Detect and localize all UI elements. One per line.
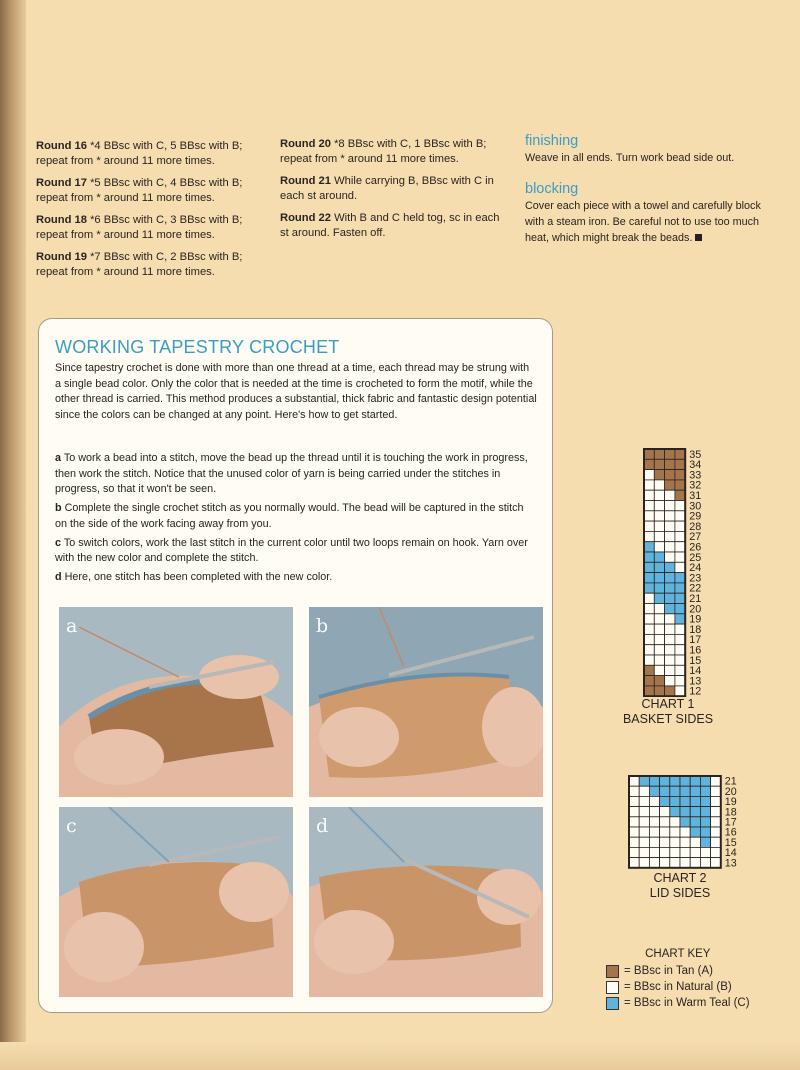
- chart-1-cell: [675, 676, 685, 686]
- chart-1-cell: [665, 521, 675, 531]
- chart-2-subtitle: LID SIDES: [649, 886, 711, 900]
- chart-1-cell: [665, 583, 675, 593]
- chart-2-cell: [670, 786, 680, 796]
- chart-2-cell: [670, 776, 680, 786]
- chart-2-cell: [680, 817, 690, 827]
- chart-1-cell: [644, 449, 654, 459]
- chart-1-grid: [643, 448, 710, 697]
- chart-1-cell: [665, 511, 675, 521]
- photo-c: [59, 807, 293, 997]
- photo-label: c: [66, 815, 77, 837]
- chart-2-row-label: 18: [724, 806, 737, 819]
- chart-2-cell: [690, 817, 700, 827]
- chart-2-row-label: 13: [724, 857, 737, 869]
- chart-2-row-label: 17: [724, 816, 737, 829]
- chart-2-cell: [649, 776, 659, 786]
- chart-2-row-label: 16: [724, 826, 737, 839]
- chart-1-cell: [654, 470, 664, 480]
- round-label: Round 20: [280, 138, 331, 150]
- photo-b: [309, 607, 543, 797]
- chart-2-cell: [639, 786, 649, 796]
- chart-1-cell: [644, 511, 654, 521]
- chart-2-cell: [711, 847, 721, 857]
- page-edge: [0, 1042, 800, 1070]
- chart-2-row-label: 19: [724, 796, 737, 809]
- key-label: = BBsc in Warm Teal (C): [624, 997, 750, 1009]
- chart-2-grid: [628, 775, 746, 869]
- chart-key-title: CHART KEY: [645, 948, 711, 960]
- chart-2-cell: [711, 786, 721, 796]
- chart-1-cell: [675, 501, 685, 511]
- chart-key: [606, 948, 750, 1011]
- chart-2-cell: [680, 847, 690, 857]
- chart-2-lid-sides: [628, 775, 746, 869]
- tan-swatch-icon: [606, 965, 619, 978]
- chart-1-cell: [675, 470, 685, 480]
- chart-2-cell: [639, 837, 649, 847]
- chart-1-row-label: 28: [689, 520, 702, 533]
- chart-2-cell: [690, 827, 700, 837]
- chart-1-cell: [644, 459, 654, 469]
- chart-1-cell: [675, 573, 685, 583]
- chart-1-row-label: 33: [689, 469, 702, 482]
- chart-2-cell: [660, 817, 670, 827]
- chart-1-row-label: 32: [689, 479, 702, 492]
- key-item-tan: [606, 963, 750, 979]
- chart-2-cell: [639, 827, 649, 837]
- chart-2-cell: [649, 837, 659, 847]
- chart-2-cell: [711, 776, 721, 786]
- chart-2-cell: [670, 847, 680, 857]
- chart-1-basket-sides: [643, 448, 710, 697]
- chart-2-cell: [670, 796, 680, 806]
- chart-1-cell: [644, 531, 654, 541]
- chart-2-cell: [711, 858, 721, 868]
- chart-1-cell: [654, 542, 664, 552]
- chart-2-cell: [639, 847, 649, 857]
- chart-1-cell: [654, 511, 664, 521]
- photo-label: a: [66, 615, 78, 637]
- chart-1-cell: [665, 459, 675, 469]
- chart-1-cell: [644, 634, 654, 644]
- crochet-photo-illustration: [309, 807, 543, 997]
- chart-2-cell: [711, 837, 721, 847]
- round-16: [36, 139, 261, 169]
- chart-1-cell: [675, 449, 685, 459]
- chart-1-cell: [665, 490, 675, 500]
- chart-1-row-label: 27: [689, 531, 702, 544]
- chart-1-cell: [654, 614, 664, 624]
- chart-2-cell: [690, 837, 700, 847]
- chart-2-cell: [639, 796, 649, 806]
- chart-1-cell: [644, 655, 654, 665]
- chart-1-cell: [675, 480, 685, 490]
- crochet-photo-illustration: [309, 607, 543, 797]
- chart-1-row-label: 18: [689, 623, 702, 636]
- chart-1-cell: [665, 634, 675, 644]
- chart-2-cell: [711, 817, 721, 827]
- round-20: [280, 137, 505, 167]
- chart-1-row-label: 30: [689, 500, 702, 513]
- chart-1-cell: [644, 624, 654, 634]
- chart-1-cell: [644, 542, 654, 552]
- chart-2-cell: [700, 776, 710, 786]
- chart-1-cell: [644, 676, 654, 686]
- chart-2-cell: [700, 827, 710, 837]
- chart-2-cell: [680, 837, 690, 847]
- chart-1-cell: [675, 645, 685, 655]
- chart-1-cell: [644, 552, 654, 562]
- round-text: *4 BBsc with C, 5 BBsc with B; repeat from * around 11 more times.: [36, 140, 243, 167]
- chart-2-row-label: 14: [724, 847, 737, 860]
- chart-1-cell: [644, 604, 654, 614]
- chart-1-cell: [654, 480, 664, 490]
- chart-1-cell: [644, 614, 654, 624]
- chart-1-row-label: 14: [689, 665, 702, 678]
- chart-1-row-label: 35: [689, 448, 702, 461]
- chart-2-cell: [700, 807, 710, 817]
- chart-1-cell: [644, 593, 654, 603]
- chart-1-cell: [654, 490, 664, 500]
- chart-1-cell: [665, 604, 675, 614]
- chart-1-cell: [675, 459, 685, 469]
- key-label: = BBsc in Tan (A): [624, 965, 713, 977]
- chart-1-cell: [675, 562, 685, 572]
- chart-2-cell: [670, 858, 680, 868]
- step-letter: a: [55, 452, 62, 464]
- blocking-text: Cover each piece with a towel and carefully block with a steam iron. Be careful not to use too much heat, which might break the beads.: [525, 200, 761, 244]
- chart-1-cell: [665, 480, 675, 490]
- chart-2-cell: [639, 858, 649, 868]
- end-mark-icon: [695, 234, 702, 241]
- chart-1-cell: [644, 490, 654, 500]
- chart-2-cell: [711, 796, 721, 806]
- key-label: = BBsc in Natural (B): [624, 981, 732, 993]
- round-label: Round 16: [36, 140, 87, 152]
- chart-1-cell: [654, 676, 664, 686]
- chart-2-cell: [670, 827, 680, 837]
- chart-1-cell: [654, 686, 664, 696]
- chart-2-cell: [639, 776, 649, 786]
- chart-1-cell: [654, 531, 664, 541]
- round-label: Round 21: [280, 175, 331, 187]
- chart-1-cell: [654, 665, 664, 675]
- crochet-photo-illustration: [59, 607, 293, 797]
- chart-2-cell: [649, 858, 659, 868]
- chart-2-cell: [649, 847, 659, 857]
- step-c: [55, 536, 537, 567]
- round-text: With B and C held tog, sc in each st around. Fasten off.: [280, 212, 500, 239]
- chart-1-cell: [644, 501, 654, 511]
- chart-2-cell: [629, 827, 639, 837]
- round-text: While carrying B, BBsc with C in each st around.: [280, 175, 494, 202]
- chart-1-cell: [675, 531, 685, 541]
- chart-2-cell: [690, 796, 700, 806]
- round-18: [36, 213, 261, 243]
- chart-2-caption: [620, 871, 740, 901]
- chart-2-cell: [629, 807, 639, 817]
- chart-1-cell: [644, 583, 654, 593]
- chart-1-row-label: 15: [689, 654, 702, 667]
- chart-2-cell: [680, 827, 690, 837]
- round-label: Round 22: [280, 212, 331, 224]
- blocking-heading: blocking: [525, 181, 579, 197]
- step-text: To work a bead into a stitch, move the bead up the thread until it is touching the work in progress, then work the stitch. Notice that the unused color of yarn is being carried under the stitches in progress, so that it won't be seen.: [55, 452, 528, 495]
- chart-1-cell: [644, 665, 654, 675]
- round-text: *7 BBsc with C, 2 BBsc with B; repeat from * around 11 more times.: [36, 251, 243, 278]
- photo-label: d: [316, 815, 329, 837]
- chart-1-cell: [675, 521, 685, 531]
- chart-1-cell: [665, 676, 675, 686]
- chart-2-cell: [660, 796, 670, 806]
- chart-2-row-label: 20: [724, 785, 737, 798]
- crochet-photo-illustration: [59, 807, 293, 997]
- chart-1-cell: [675, 655, 685, 665]
- chart-2-cell: [690, 858, 700, 868]
- chart-2-cell: [670, 837, 680, 847]
- chart-1-cell: [654, 655, 664, 665]
- chart-2-cell: [711, 807, 721, 817]
- round-21: [280, 174, 505, 204]
- chart-2-cell: [690, 776, 700, 786]
- chart-1-caption: [608, 697, 728, 727]
- chart-1-cell: [665, 655, 675, 665]
- chart-2-cell: [660, 847, 670, 857]
- chart-1-cell: [675, 665, 685, 675]
- chart-2-cell: [700, 837, 710, 847]
- chart-2-cell: [680, 807, 690, 817]
- step-b: [55, 501, 537, 532]
- chart-1-row-label: 17: [689, 634, 702, 647]
- chart-2-cell: [660, 776, 670, 786]
- chart-2-cell: [629, 786, 639, 796]
- chart-2-cell: [629, 817, 639, 827]
- chart-2-cell: [639, 807, 649, 817]
- chart-2-cell: [670, 807, 680, 817]
- chart-1-cell: [644, 480, 654, 490]
- chart-1-cell: [665, 593, 675, 603]
- chart-1-row-label: 25: [689, 551, 702, 564]
- chart-1-cell: [644, 645, 654, 655]
- rounds-column-2: [280, 137, 505, 248]
- round-label: Round 19: [36, 251, 87, 263]
- round-label: Round 18: [36, 214, 87, 226]
- chart-2-cell: [629, 796, 639, 806]
- chart-1-cell: [654, 449, 664, 459]
- chart-1-cell: [675, 490, 685, 500]
- chart-1-row-label: 22: [689, 582, 702, 595]
- chart-1-cell: [654, 645, 664, 655]
- chart-1-row-label: 13: [689, 675, 702, 688]
- chart-2-cell: [629, 776, 639, 786]
- chart-1-cell: [654, 634, 664, 644]
- chart-2-cell: [649, 796, 659, 806]
- chart-1-cell: [665, 449, 675, 459]
- chart-2-cell: [629, 847, 639, 857]
- chart-1-cell: [654, 521, 664, 531]
- round-17: [36, 176, 261, 206]
- chart-1-cell: [665, 645, 675, 655]
- chart-1-cell: [654, 573, 664, 583]
- step-text: To switch colors, work the last stitch in the current color until two loops remain on hook. Yarn over with the new color and complete the stitch.: [55, 536, 528, 564]
- rounds-column-1: [36, 139, 261, 287]
- chart-1-cell: [644, 686, 654, 696]
- chart-2-cell: [690, 847, 700, 857]
- round-text: *5 BBsc with C, 4 BBsc with B; repeat from * around 11 more times.: [36, 177, 243, 204]
- chart-2-cell: [690, 807, 700, 817]
- chart-1-cell: [654, 593, 664, 603]
- step-letter: d: [55, 571, 62, 583]
- round-text: *8 BBsc with C, 1 BBsc with B; repeat from * around 11 more times.: [280, 138, 487, 165]
- chart-1-cell: [675, 614, 685, 624]
- chart-1-row-label: 26: [689, 541, 702, 554]
- chart-1-cell: [644, 573, 654, 583]
- chart-2-cell: [660, 786, 670, 796]
- chart-2-cell: [680, 796, 690, 806]
- chart-1-subtitle: BASKET SIDES: [622, 712, 714, 726]
- chart-2-cell: [711, 827, 721, 837]
- round-19: [36, 250, 261, 280]
- chart-1-row-label: 34: [689, 459, 702, 472]
- sidebar-title: WORKING TAPESTRY CROCHET: [55, 337, 340, 357]
- chart-2-cell: [629, 837, 639, 847]
- chart-2-title: CHART 2: [653, 871, 707, 885]
- photo-label: b: [316, 615, 329, 637]
- chart-2-cell: [660, 807, 670, 817]
- chart-1-cell: [665, 624, 675, 634]
- chart-1-cell: [644, 562, 654, 572]
- chart-1-cell: [665, 501, 675, 511]
- step-text: Complete the single crochet stitch as you normally would. The bead will be captured in the stitch on the side of the work facing away from you.: [55, 502, 524, 530]
- finishing-heading: finishing: [525, 133, 579, 149]
- chart-1-title: CHART 1: [641, 697, 695, 711]
- chart-2-cell: [700, 858, 710, 868]
- chart-1-row-label: 31: [689, 490, 702, 502]
- natural-swatch-icon: [606, 981, 619, 994]
- chart-1-row-label: 12: [689, 685, 702, 698]
- blocking-paragraph: [525, 198, 765, 246]
- chart-1-cell: [654, 552, 664, 562]
- step-a: [55, 451, 537, 498]
- chart-2-cell: [649, 786, 659, 796]
- chart-1-cell: [665, 665, 675, 675]
- chart-1-row-label: 20: [689, 603, 702, 616]
- chart-2-cell: [649, 827, 659, 837]
- step-list: [55, 451, 537, 589]
- chart-2-cell: [700, 786, 710, 796]
- chart-1-row-label: 19: [689, 613, 702, 626]
- chart-1-cell: [665, 614, 675, 624]
- chart-1-row-label: 21: [689, 593, 702, 605]
- step-letter: b: [55, 502, 62, 514]
- chart-1-cell: [675, 552, 685, 562]
- step-letter: c: [55, 536, 62, 549]
- round-text: *6 BBsc with C, 3 BBsc with B; repeat from * around 11 more times.: [36, 214, 243, 241]
- chart-2-cell: [639, 817, 649, 827]
- chart-1-cell: [675, 604, 685, 614]
- photo-d: [309, 807, 543, 997]
- chart-2-cell: [629, 858, 639, 868]
- chart-1-cell: [665, 573, 675, 583]
- step-d: [55, 570, 537, 586]
- chart-1-cell: [644, 470, 654, 480]
- chart-1-cell: [665, 542, 675, 552]
- chart-1-cell: [665, 562, 675, 572]
- chart-1-cell: [654, 459, 664, 469]
- chart-2-cell: [660, 827, 670, 837]
- chart-1-cell: [665, 686, 675, 696]
- teal-swatch-icon: [606, 997, 619, 1010]
- chart-1-cell: [665, 531, 675, 541]
- chart-1-cell: [675, 686, 685, 696]
- tapestry-crochet-sidebar: [38, 318, 553, 1013]
- round-label: Round 17: [36, 177, 87, 189]
- finishing-text: Weave in all ends. Turn work bead side out.: [525, 152, 735, 164]
- chart-1-cell: [644, 521, 654, 531]
- chart-1-cell: [654, 583, 664, 593]
- chart-1-cell: [675, 583, 685, 593]
- step-text: Here, one stitch has been completed with the new color.: [61, 571, 333, 583]
- chart-2-cell: [660, 837, 670, 847]
- round-22: [280, 211, 505, 241]
- key-item-natural: [606, 979, 750, 995]
- chart-1-cell: [654, 562, 664, 572]
- chart-1-cell: [675, 542, 685, 552]
- chart-2-cell: [670, 817, 680, 827]
- chart-1-cell: [675, 624, 685, 634]
- key-item-teal: [606, 995, 750, 1011]
- sidebar-intro: Since tapestry crochet is done with more than one thread at a time, each thread may be strung with a single bead color. Only the color that is needed at the time is crocheted to form the motif, while the other thread is carried. This method produces a substantial, thick fabric and fantastic design potential since the colors can be changed at any point. Here's how to get started.: [55, 362, 537, 421]
- chart-2-cell: [660, 858, 670, 868]
- chart-2-cell: [649, 807, 659, 817]
- chart-1-row-label: 24: [689, 562, 702, 575]
- chart-2-cell: [649, 817, 659, 827]
- photo-a: [59, 607, 293, 797]
- chart-2-row-label: 15: [724, 836, 737, 849]
- chart-1-cell: [665, 470, 675, 480]
- chart-2-cell: [680, 858, 690, 868]
- chart-1-cell: [654, 501, 664, 511]
- finishing-column: [525, 134, 765, 262]
- chart-1-row-label: 16: [689, 644, 702, 657]
- chart-1-row-label: 29: [689, 510, 702, 523]
- chart-1-cell: [654, 624, 664, 634]
- chart-2-row-label: 21: [724, 775, 737, 788]
- chart-1-cell: [675, 634, 685, 644]
- chart-1-cell: [675, 511, 685, 521]
- chart-2-cell: [700, 847, 710, 857]
- chart-1-cell: [654, 604, 664, 614]
- chart-2-cell: [690, 786, 700, 796]
- chart-2-cell: [700, 796, 710, 806]
- chart-1-cell: [675, 593, 685, 603]
- chart-2-cell: [680, 776, 690, 786]
- book-spine-shadow: [0, 0, 26, 1070]
- chart-2-cell: [680, 786, 690, 796]
- chart-1-cell: [665, 552, 675, 562]
- chart-1-row-label: 23: [689, 572, 702, 585]
- chart-2-cell: [700, 817, 710, 827]
